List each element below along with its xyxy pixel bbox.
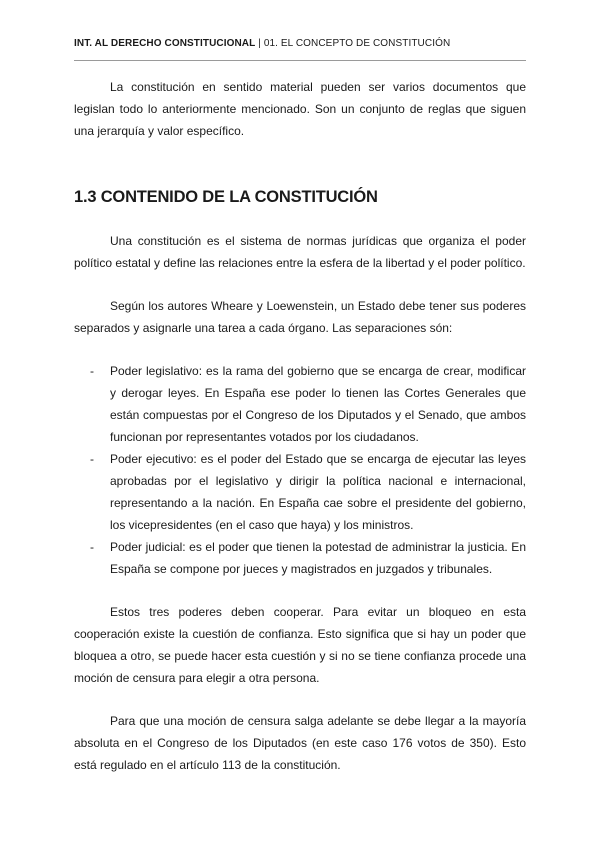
powers-list bbox=[74, 360, 526, 580]
page-content bbox=[74, 76, 526, 776]
list-item-text: Poder legislativo: es la rama del gobierno que se encarga de crear, modificar y derogar leyes. En España ese poder lo tienen las Cortes Generales que están compuestas por el Congreso de los Diputados y el Senado, que ambos funcionan por representantes votados por los ciudadanos. bbox=[110, 364, 526, 444]
paragraph-separation: Según los autores Wheare y Loewenstein, un Estado debe tener sus poderes separados y asignarle una tarea a cada órgano. Las separaciones són: bbox=[74, 299, 526, 335]
header-chapter: 01. EL CONCEPTO DE CONSTITUCIÓN bbox=[263, 38, 451, 49]
header-separator: | bbox=[255, 38, 264, 49]
header-course: INT. AL DERECHO CONSTITUCIONAL bbox=[74, 38, 256, 49]
list-item-text: Poder ejecutivo: es el poder del Estado que se encarga de ejecutar las leyes aprobadas por el legislativo y dirigir la política nacional e internacional, representando a la nación. En España cae sobre el presidente del gobierno, los vicepresidentes (en el caso que haya) y los ministros. bbox=[110, 452, 526, 532]
list-item-text: Poder judicial: es el poder que tienen la potestad de administrar la justicia. En España se compone por jueces y magistrados en juzgados y tribunales. bbox=[110, 540, 526, 576]
intro-paragraph: La constitución en sentido material pueden ser varios documentos que legislan todo lo anteriormente mencionado. Son un conjunto de reglas que siguen una jerarquía y valor específico. bbox=[74, 80, 526, 138]
paragraph-cooperation: Estos tres poderes deben cooperar. Para evitar un bloqueo en esta cooperación existe la cuestión de confianza. Esto significa que si hay un poder que bloquea a otro, se puede hacer esta cuestión y si no se tiene confianza procede una moción de censura para elegir a otra persona. bbox=[74, 605, 526, 685]
list-bullet: - bbox=[90, 364, 94, 378]
header-rule bbox=[74, 60, 526, 61]
list-bullet: - bbox=[90, 452, 94, 466]
list-bullet: - bbox=[90, 540, 94, 554]
paragraph-definition: Una constitución es el sistema de normas jurídicas que organiza el poder político estatal y define las relaciones entre la esfera de la libertad y el poder político. bbox=[74, 234, 526, 270]
running-header bbox=[74, 38, 526, 49]
section-title: 1.3 CONTENIDO DE LA CONSTITUCIÓN bbox=[74, 188, 378, 206]
list-item-legislative bbox=[74, 360, 526, 448]
list-item-judicial bbox=[74, 536, 526, 580]
paragraph-censure-motion: Para que una moción de censura salga adelante se debe llegar a la mayoría absoluta en el Congreso de los Diputados (en este caso 176 votos de 350). Esto está regulado en el artículo 113 de la constitución. bbox=[74, 714, 526, 772]
list-item-executive bbox=[74, 448, 526, 536]
